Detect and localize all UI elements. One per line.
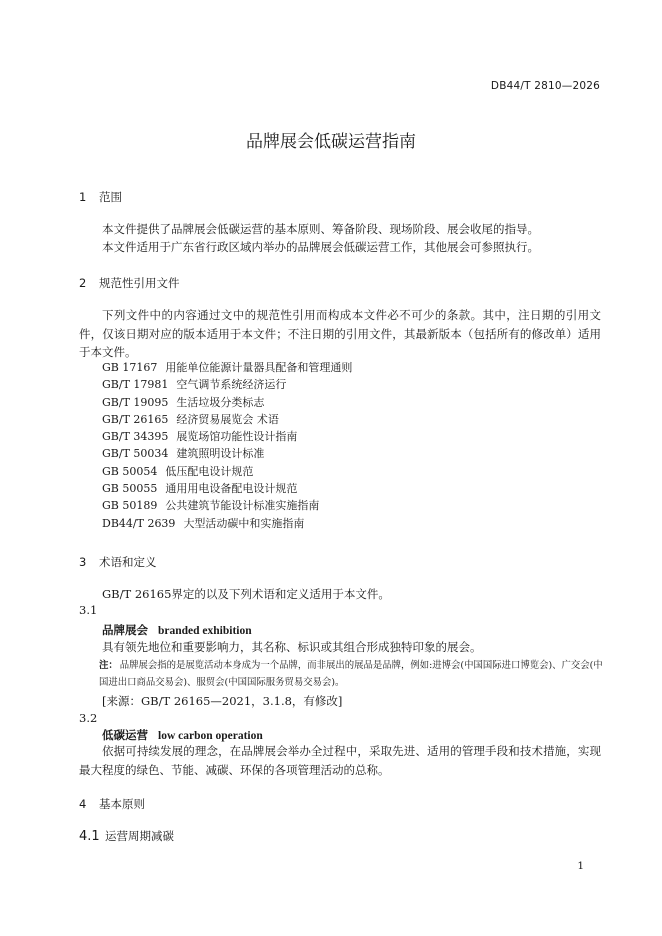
reference-title: 展览场馆功能性设计指南 — [176, 430, 298, 444]
subsection-number: 4.1 — [79, 829, 100, 844]
reference-title: 经济贸易展览会 术语 — [176, 412, 279, 426]
reference-title: 通用用电设备配电设计规范 — [165, 482, 298, 496]
reference-code: GB 50054 — [102, 464, 158, 478]
section-1-paragraph-2: 本文件适用于广东省行政区域内举办的品牌展会低碳运营工作，其他展会可参照执行。 — [102, 240, 539, 254]
reference-item — [102, 445, 352, 462]
normative-reference-list — [102, 359, 352, 532]
subsection-title: 运营周期减碳 — [105, 829, 174, 843]
term-zh: 品牌展会 — [102, 623, 148, 637]
section-number: 4 — [79, 797, 87, 811]
reference-code: GB 17167 — [102, 361, 158, 374]
reference-title: 低压配电设计规范 — [165, 464, 254, 478]
section-3-paragraph: GB/T 26165界定的以及下列术语和定义适用于本文件。 — [102, 587, 390, 601]
reference-code: GB/T 26165 — [102, 412, 169, 426]
reference-title: 建筑照明设计标准 — [176, 447, 265, 461]
reference-title: 空气调节系统经济运行 — [176, 378, 287, 392]
section-3-heading — [79, 554, 157, 570]
section-title: 术语和定义 — [99, 555, 157, 569]
section-number: 1 — [79, 190, 87, 204]
document-title: 品牌展会低碳运营指南 — [246, 132, 416, 152]
term-en: branded exhibition — [158, 625, 252, 637]
reference-title: 用能单位能源计量器具配备和管理通则 — [165, 361, 353, 374]
section-number: 3 — [79, 555, 87, 569]
reference-code: GB/T 34395 — [102, 430, 169, 444]
term-heading — [102, 622, 252, 638]
section-1-heading — [79, 189, 122, 205]
section-2-paragraph: 下列文件中的内容通过文中的规范性引用而构成本文件必不可少的条款。其中，注日期的引用文件，仅该日期对应的版本适用于本文件；不注日期的引用文件，其最新版本（包括所有的修改单）适用于本文件。 — [79, 308, 601, 359]
reference-item — [102, 394, 352, 411]
section-number: 2 — [79, 276, 87, 290]
reference-code: GB 50189 — [102, 499, 158, 513]
section-2-heading — [79, 275, 180, 291]
reference-item — [102, 463, 352, 480]
reference-item — [102, 515, 352, 532]
reference-code: GB/T 50034 — [102, 447, 169, 461]
reference-code: GB/T 17981 — [102, 378, 169, 392]
subsection-4-1-heading — [79, 828, 174, 844]
term-en: low carbon operation — [158, 730, 263, 742]
note-label: 注： — [99, 660, 118, 671]
reference-item — [102, 359, 352, 376]
term-definition: 依据可持续发展的理念，在品牌展会举办全过程中，采取先进、适用的管理手段和技术措施，实现最大程度的绿色、节能、减碳、环保的各项管理活动的总称。 — [79, 744, 601, 777]
document-id: DB44/T 2810—2026 — [490, 80, 600, 92]
reference-item — [102, 411, 352, 428]
reference-title: 生活垃圾分类标志 — [176, 395, 265, 409]
term-number: 3.1 — [79, 603, 98, 617]
reference-code: GB 50055 — [102, 482, 158, 496]
reference-title: 大型活动碳中和实施指南 — [183, 516, 305, 530]
section-4-heading — [79, 796, 145, 812]
reference-item — [102, 376, 352, 393]
reference-item — [102, 497, 352, 514]
reference-code: GB/T 19095 — [102, 395, 169, 409]
term-heading — [102, 727, 263, 743]
term-note — [99, 657, 604, 691]
page-number: 1 — [577, 860, 584, 872]
term-zh: 低碳运营 — [102, 728, 148, 742]
reference-item — [102, 428, 352, 445]
reference-title: 公共建筑节能设计标准实施指南 — [165, 499, 320, 513]
term-source: [来源：GB/T 26165—2021，3.1.8，有修改] — [102, 694, 343, 708]
section-title: 基本原则 — [99, 797, 145, 811]
section-title: 规范性引用文件 — [99, 276, 180, 290]
reference-code: DB44/T 2639 — [102, 516, 176, 530]
section-title: 范围 — [99, 190, 122, 204]
note-text: 品牌展会指的是展览活动本身成为一个品牌，而非展出的展品是品牌，例如:进博会(中国国际进口博览会)、广交会(中国进出口商品交易会)、服贸会(中国国际服务贸易交易会)。 — [99, 660, 603, 688]
reference-item — [102, 480, 352, 497]
section-1-paragraph-1: 本文件提供了品牌展会低碳运营的基本原则、筹备阶段、现场阶段、展会收尾的指导。 — [102, 222, 539, 236]
term-number: 3.2 — [79, 711, 98, 725]
term-definition: 具有领先地位和重要影响力，其名称、标识或其组合形成独特印象的展会。 — [102, 640, 482, 654]
